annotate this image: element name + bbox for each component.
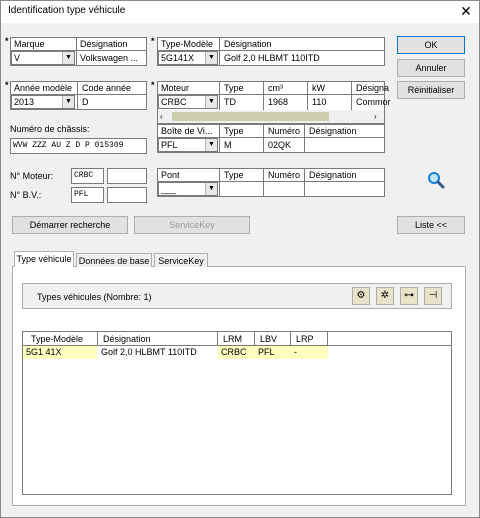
list-toggle-button[interactable]: Liste << — [397, 216, 465, 234]
moteur-cm3-value: 1968 — [268, 97, 289, 107]
row-designation: Golf 2,0 HLBMT 110ITD — [101, 347, 197, 357]
divider — [219, 125, 220, 152]
n-moteur-input-2[interactable] — [107, 168, 147, 184]
divider — [77, 82, 78, 109]
row-lrm: CRBC — [218, 346, 255, 359]
type-modele-designation: Golf 2,0 HLBMT 110ITD — [224, 53, 320, 63]
boite-type-value: M — [224, 140, 232, 150]
divider — [219, 82, 220, 110]
chevron-down-icon[interactable]: ▼ — [205, 139, 217, 151]
pont-designation-header: Désignation — [309, 170, 357, 180]
moteur-kw-value: 110 — [312, 97, 327, 107]
scroll-right-icon[interactable]: › — [374, 112, 377, 121]
n-bv-input[interactable]: PFL — [71, 187, 104, 203]
row-type-modele: 5G1 41X — [23, 346, 97, 359]
pont-header: Pont — [161, 170, 180, 180]
required-marker: * — [5, 36, 9, 46]
divider — [97, 332, 98, 345]
divider — [263, 82, 264, 110]
results-header-lrp: LRP — [296, 334, 314, 344]
results-header-lbv: LBV — [260, 334, 278, 344]
wheel-settings-icon[interactable]: ⚙ — [352, 287, 370, 305]
moteur-type-value: TD — [224, 97, 236, 107]
code-annee-header: Code année — [82, 83, 132, 93]
required-marker: * — [151, 36, 155, 46]
required-marker: * — [151, 80, 155, 90]
chevron-down-icon[interactable]: ▼ — [62, 96, 74, 108]
scrollbar-thumb[interactable] — [172, 112, 329, 121]
n-moteur-input[interactable]: CRBC — [71, 168, 104, 184]
n-moteur-label: N° Moteur: — [10, 171, 54, 181]
moteur-designation-header: Désigna — [356, 83, 390, 93]
pont-value: ___ — [161, 184, 177, 194]
divider — [254, 332, 255, 345]
required-marker: * — [5, 80, 9, 90]
divider — [217, 332, 218, 345]
chevron-down-icon[interactable]: ▼ — [205, 96, 217, 108]
reset-button[interactable]: Réinitialiser — [397, 81, 465, 99]
axle-icon[interactable]: ⊶ — [400, 287, 418, 305]
chassis-input[interactable]: WVW ZZZ AU Z D P 015309 — [10, 138, 147, 154]
cancel-button[interactable]: Annuler — [397, 59, 465, 77]
tab-type-vehicule[interactable]: Type véhicule — [14, 251, 74, 267]
results-header-designation: Désignation — [103, 334, 151, 344]
boite-value: PFL — [161, 140, 178, 150]
moteur-cm3-header: cm³ — [268, 83, 283, 93]
boite-header: Boîte de Vi... — [161, 126, 213, 136]
tab-servicekey[interactable]: ServiceKey — [154, 253, 208, 267]
divider — [290, 332, 291, 345]
divider — [219, 38, 220, 65]
annee-header: Année modèle — [14, 83, 73, 93]
pont-numero-header: Numéro — [268, 170, 301, 180]
results-header-lrm: LRM — [223, 334, 243, 344]
divider — [307, 82, 308, 110]
chevron-down-icon[interactable]: ▼ — [62, 52, 74, 64]
divider — [263, 125, 264, 152]
scroll-left-icon[interactable]: ‹ — [160, 112, 163, 121]
divider — [304, 169, 305, 196]
divider — [351, 82, 352, 110]
n-bv-input-2[interactable] — [107, 187, 147, 203]
pont-type-header: Type — [224, 170, 244, 180]
boite-type-header: Type — [224, 126, 244, 136]
chevron-down-icon[interactable]: ▼ — [205, 52, 217, 64]
table-row[interactable] — [23, 346, 328, 359]
boite-numero-header: Numéro — [268, 126, 301, 136]
marque-designation: Volkswagen ... — [80, 53, 139, 63]
close-icon[interactable]: ✕ — [460, 3, 472, 19]
divider — [263, 169, 264, 196]
results-header-type-modele: Type-Modèle — [31, 334, 84, 344]
types-count-label: Types véhicules (Nombre: 1) — [37, 292, 152, 302]
marque-value: V — [14, 53, 21, 63]
annee-select[interactable] — [11, 95, 75, 109]
ok-button[interactable]: OK — [397, 36, 465, 54]
divider — [327, 332, 328, 345]
settings-list-icon[interactable]: ✲ — [376, 287, 394, 305]
marque-designation-header: Désignation — [80, 39, 128, 49]
search-icon[interactable] — [427, 171, 445, 189]
moteur-kw-header: kW — [312, 83, 325, 93]
boite-select[interactable] — [158, 138, 218, 152]
row-lbv: PFL — [255, 346, 291, 359]
code-annee-value: D — [82, 97, 89, 107]
moteur-type-header: Type — [224, 83, 244, 93]
servicekey-button: ServiceKey — [134, 216, 250, 234]
marque-select[interactable] — [11, 51, 75, 65]
window-title: Identification type véhicule — [8, 5, 126, 16]
moteur-value: CRBC — [161, 97, 187, 107]
type-modele-value: 5G141X — [161, 53, 195, 63]
moteur-select[interactable] — [158, 95, 218, 109]
moteur-designation-value: Commor — [356, 97, 391, 107]
boite-numero-value: 02QK — [268, 140, 292, 150]
row-lrp: - — [291, 346, 328, 359]
n-bv-label: N° B.V.: — [10, 190, 42, 200]
tab-donnees-de-base[interactable]: Données de base — [76, 253, 152, 267]
boite-designation-header: Désignation — [309, 126, 357, 136]
divider — [219, 169, 220, 196]
pont-select[interactable] — [158, 182, 218, 196]
moteur-header: Moteur — [161, 83, 190, 93]
type-modele-header: Type-Modèle — [161, 39, 214, 49]
pin-icon[interactable]: ⊣ — [424, 287, 442, 305]
type-modele-select[interactable] — [158, 51, 218, 65]
chassis-label: Numéro de châssis: — [10, 124, 90, 134]
annee-value: 2013 — [14, 97, 35, 107]
type-modele-designation-header: Désignation — [224, 39, 272, 49]
chevron-down-icon[interactable]: ▼ — [205, 183, 217, 195]
start-search-button[interactable]: Démarrer recherche — [12, 216, 128, 234]
marque-header: Marque — [14, 39, 45, 49]
